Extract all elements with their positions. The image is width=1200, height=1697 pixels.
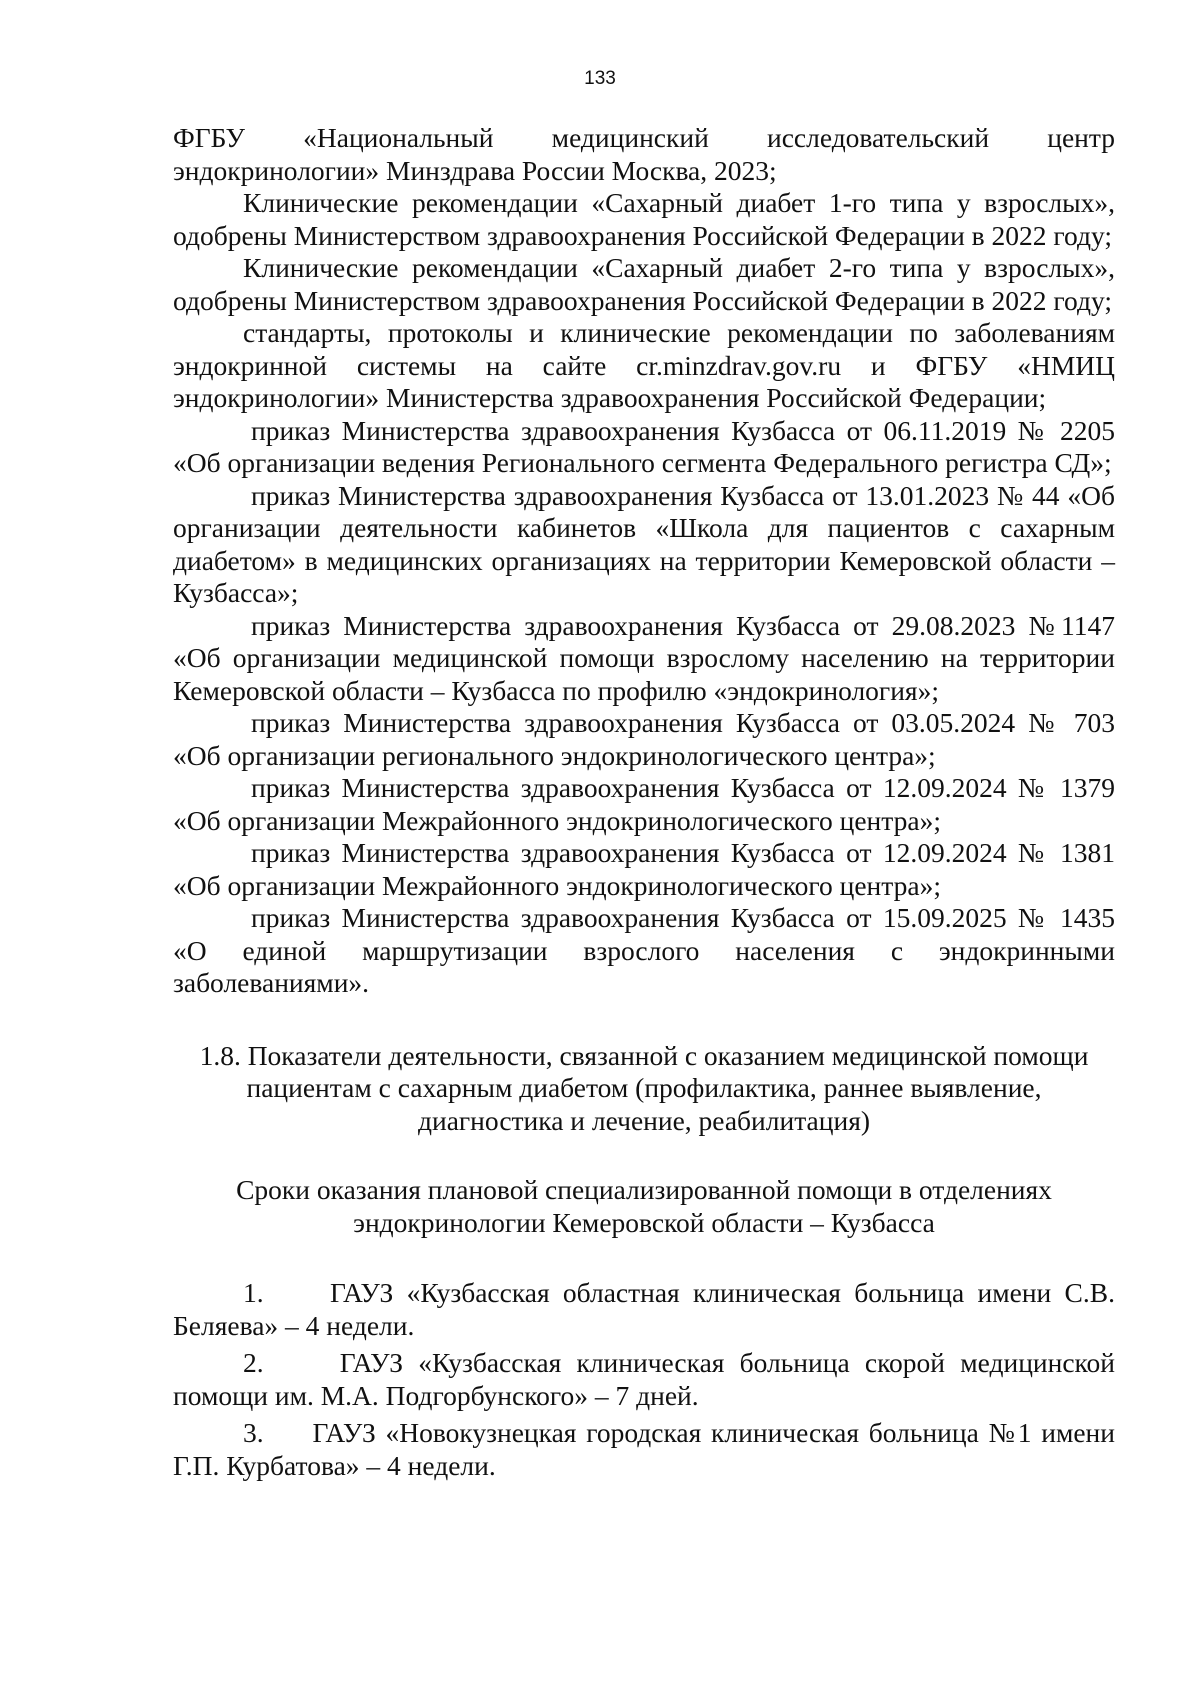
page-number: 133 [584, 68, 616, 89]
section-heading: 1.8. Показатели деятельности, связанной с оказанием медицинской помощи пациентам с сахарным диабетом (профилактика, раннее выявление, диагностика и лечение, реабилитация) [199, 1039, 1089, 1136]
paragraph-order-6: приказ Министерства здравоохранения Кузбасса от 12.09.2024 № 1381 «Об организации Межрайонного эндокринологического центра»; [173, 837, 1115, 901]
paragraph-source-3: Клинические рекомендации «Сахарный диабет 2-го типа у взрослых», одобрены Министерством здравоохранения Российской Федерации в 2022 году; [173, 252, 1115, 316]
paragraph-order-7: приказ Министерства здравоохранения Кузбасса от 15.09.2025 № 1435 «О единой маршрутизации взрослого населения с эндокринными заболеваниями». [173, 902, 1115, 998]
document-body [173, 122, 1115, 1482]
paragraph-order-3: приказ Министерства здравоохранения Кузбасса от 29.08.2023 №1147 «Об организации медицинской помощи взрослому населению на территории Кемеровской области – Кузбасса по профилю «эндокринология»; [173, 609, 1115, 706]
paragraph-order-4: приказ Министерства здравоохранения Кузбасса от 03.05.2024 № 703 «Об организации регионального эндокринологического центра»; [173, 707, 1115, 771]
paragraph-order-2: приказ Министерства здравоохранения Кузбасса от 13.01.2023 № 44 «Об организации деятельности кабинетов «Школа для пациентов с сахарным диабетом» в медицинских организациях на территории Кемеровской области – Кузбасса»; [173, 479, 1115, 608]
list-item: 1. ГАУЗ «Кузбасская областная клиническая больница имени С.В. Беляева» – 4 недели. [173, 1277, 1115, 1341]
list-item: 2. ГАУЗ «Кузбасская клиническая больница скорой медицинской помощи им. М.А. Подгорбунского» – 7 дней. [173, 1347, 1115, 1411]
paragraph-order-5: приказ Министерства здравоохранения Кузбасса от 12.09.2024 № 1379 «Об организации Межрайонного эндокринологического центра»; [173, 772, 1115, 836]
paragraph-source-4: стандарты, протоколы и клинические рекомендации по заболеваниям эндокринной системы на сайте cr.minzdrav.gov.ru и ФГБУ «НМИЦ эндокринологии» Министерства здравоохранения Российской Федерации; [173, 317, 1115, 413]
subheading: Сроки оказания плановой специализированной помощи в отделениях эндокринологии Кемеровской области – Кузбасса [236, 1174, 1052, 1238]
paragraph-source-1: ФГБУ «Национальный медицинский исследовательский центр эндокринологии» Минздрава России Москва, 2023; [173, 122, 1115, 186]
list-item: 3. ГАУЗ «Новокузнецкая городская клиническая больница №1 имени Г.П. Курбатова» – 4 недели. [173, 1417, 1115, 1481]
paragraph-source-2: Клинические рекомендации «Сахарный диабет 1-го типа у взрослых», одобрены Министерством здравоохранения Российской Федерации в 2022 году; [173, 187, 1115, 251]
paragraph-order-1: приказ Министерства здравоохранения Кузбасса от 06.11.2019 № 2205 «Об организации ведения Регионального сегмента Федерального регистра СД»; [173, 414, 1115, 478]
